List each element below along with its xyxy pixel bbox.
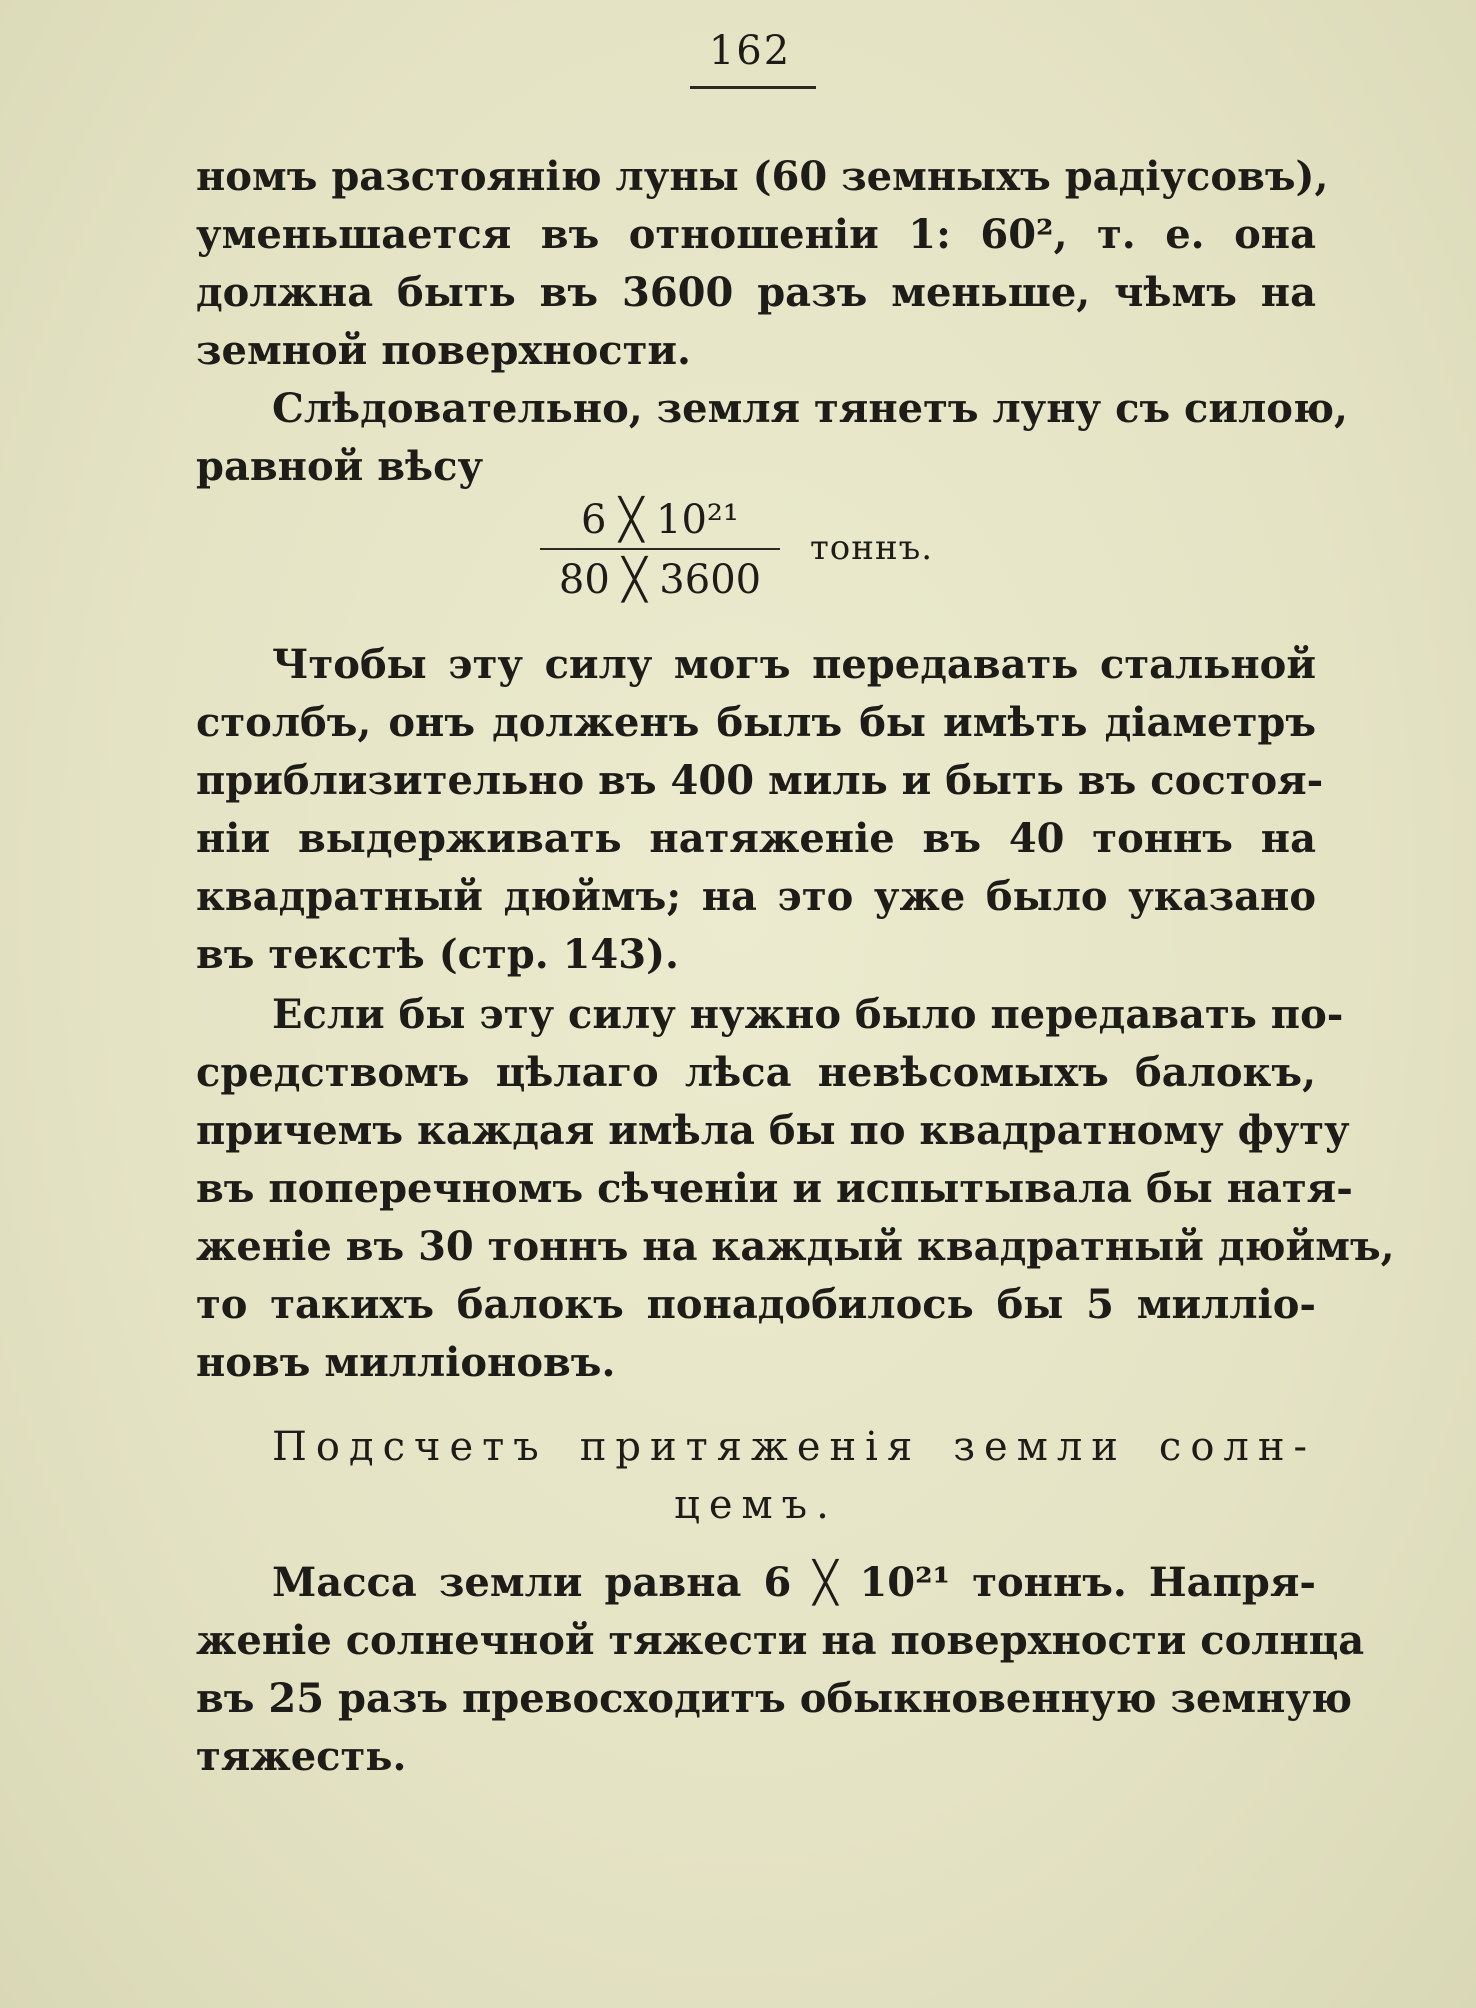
text-line: приблизительно въ 400 миль и быть въ состоя-	[196, 757, 1324, 804]
text-line: должна быть въ 3600 разъ меньше, чѣмъ на	[196, 269, 1316, 316]
text-line: Если бы эту силу нужно было передавать по-	[272, 991, 1344, 1038]
text-line: то такихъ балокъ понадобилось бы 5 милліо-	[196, 1281, 1316, 1328]
fraction-denominator: 80 ╳ 3600	[558, 557, 762, 603]
text-line: въ поперечномъ сѣченіи и испытывала бы натя-	[196, 1165, 1353, 1212]
formula-unit: тоннъ.	[810, 528, 934, 568]
text-line: средствомъ цѣлаго лѣса невѣсомыхъ балокъ,	[196, 1049, 1316, 1096]
text-line: въ текстѣ (стр. 143).	[196, 931, 679, 978]
weight-formula	[540, 494, 1000, 604]
text-line: причемъ каждая имѣла бы по квадратному футу	[196, 1107, 1350, 1154]
paragraph-1	[196, 148, 1329, 380]
text-line: новъ милліоновъ.	[196, 1339, 616, 1386]
fraction	[540, 494, 780, 606]
paragraph-2	[196, 380, 1348, 496]
section-heading	[196, 1418, 1316, 1534]
text-line: тяжесть.	[196, 1733, 407, 1780]
text-line: женіе солнечной тяжести на поверхности солнца	[196, 1617, 1365, 1664]
page-number: 162	[708, 28, 792, 74]
paragraph-4	[196, 986, 1395, 1392]
heading-line: Подсчетъ притяженія земли солн-	[272, 1424, 1316, 1470]
text-line: ніи выдерживать натяженіе въ 40 тоннъ на	[196, 815, 1316, 862]
heading-line: цемъ.	[674, 1482, 838, 1528]
text-line: равной вѣсу	[196, 443, 484, 490]
fraction-bar	[540, 548, 780, 550]
text-line: женіе въ 30 тоннъ на каждый квадратный дюймъ,	[196, 1223, 1395, 1270]
fraction-numerator: 6 ╳ 10²¹	[581, 497, 739, 543]
text-line: земной поверхности.	[196, 327, 691, 374]
text-line: номъ разстоянію луны (60 земныхъ радіусовъ),	[196, 153, 1329, 200]
text-line: квадратный дюймъ; на это уже было указано	[196, 873, 1316, 920]
paragraph-5	[196, 1554, 1365, 1786]
text-line: въ 25 разъ превосходитъ обыкновенную земную	[196, 1675, 1353, 1722]
paragraph-3	[196, 636, 1324, 984]
text-line: столбъ, онъ долженъ былъ бы имѣть діаметръ	[196, 699, 1316, 746]
text-line: Слѣдовательно, земля тянетъ луну съ силою,	[272, 385, 1348, 432]
page-number-rule	[690, 86, 816, 89]
text-line: Масса земли равна 6 ╳ 10²¹ тоннъ. Напря-	[272, 1559, 1316, 1606]
text-line: уменьшается въ отношеніи 1: 60², т. е. она	[196, 211, 1316, 258]
text-line: Чтобы эту силу могъ передавать стальной	[272, 641, 1316, 688]
